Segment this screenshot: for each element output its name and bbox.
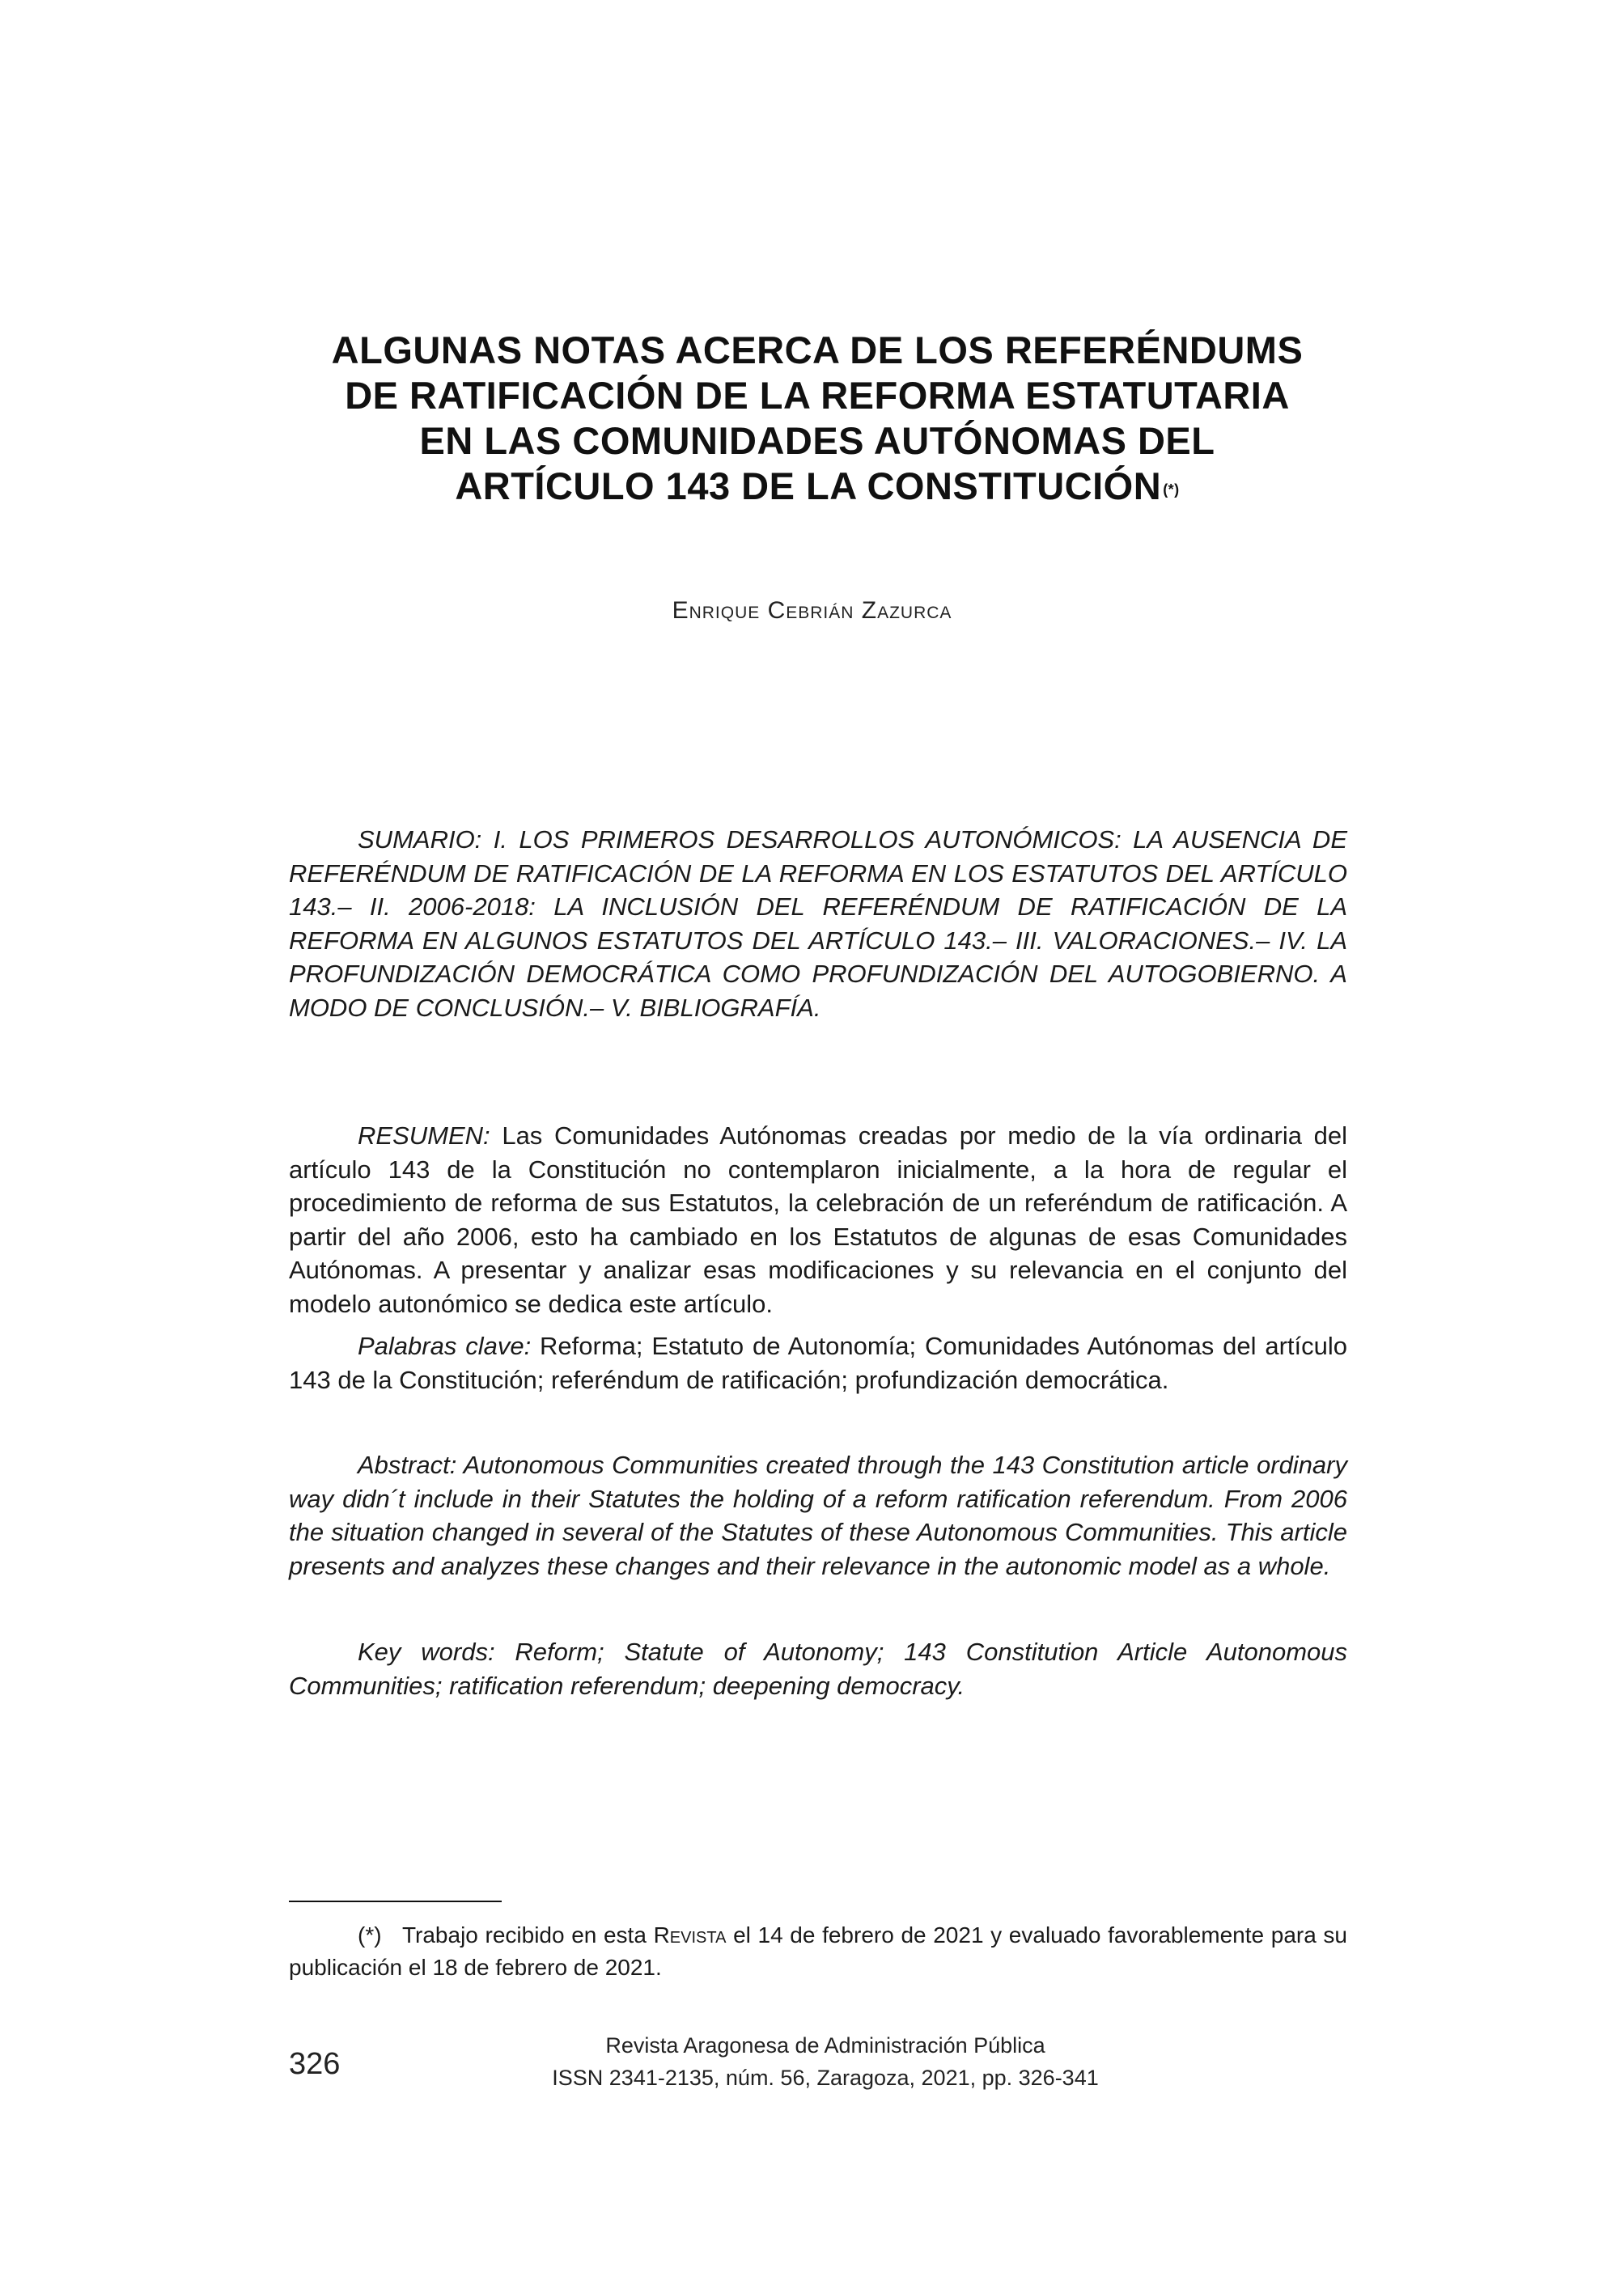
footnote-text-before: Trabajo recibido en esta (381, 1922, 654, 1948)
resumen (289, 1119, 1347, 1320)
footnote-divider (289, 1901, 502, 1902)
journal-issue-info: ISSN 2341-2135, núm. 56, Zaragoza, 2021, pp. 326-341 (552, 2066, 1099, 2090)
author-name: Enrique Cebrián Zazurca (672, 597, 952, 624)
footnote (289, 1919, 1347, 1984)
resumen-label: RESUMEN: (358, 1121, 490, 1150)
sumario-text: I. LOS PRIMEROS DESARROLLOS AUTONÓMICOS: LA AUSENCIA DE REFERÉNDUM DE RATIFICACIÓN DE LA REFORMA EN LOS ESTATUTOS DEL ARTÍCULO 143.– II. 2006-2018: LA INCLUSIÓN DEL REFERÉNDUM DE RATIFICACIÓN DE LA REFORMA EN ALGUNOS ESTATUTOS DEL ARTÍCULO 143.– III. VALORACIONES.– IV. LA PROFUNDIZACIÓN DEMOCRÁTICA COMO PROFUNDIZACIÓN DEL AUTOGOBIERNO. A MODO DE CONCLUSIÓN.– V. BIBLIOGRAFÍA. (289, 825, 1347, 1022)
footnote-journal: Revista (653, 1922, 727, 1948)
page-number: 326 (289, 2047, 341, 2081)
palabras-clave-text: Reforma; Estatuto de Autonomía; Comunidades Autónomas del artículo 143 de la Constitución; referéndum de ratificación; profundización democrática. (289, 1332, 1347, 1394)
title-line-4-text: ARTÍCULO 143 DE LA CONSTITUCIÓN (455, 464, 1162, 507)
sumario-label: SUMARIO: (358, 825, 482, 854)
article-title (243, 328, 1392, 509)
journal-name: Revista Aragonesa de Administración Pública (605, 2033, 1045, 2058)
resumen-text: Las Comunidades Autónomas creadas por medio de la vía ordinaria del artículo 143 de la Constitución no contemplaron inicialmente, a la hora de regular el procedimiento de reforma de sus Estatutos, la celebración de un referéndum de ratificación. A partir del año 2006, esto ha cambiado en los Estatutos de algunas de esas Comunidades Autónomas. A presentar y analizar esas modificaciones y su relevancia en el conjunto del modelo autonómico se dedica este artículo. (289, 1121, 1347, 1318)
journal-footer (421, 2029, 1230, 2094)
sumario (289, 823, 1347, 1024)
palabras-clave-label: Palabras clave: (358, 1332, 532, 1360)
title-line-1: ALGUNAS NOTAS ACERCA DE LOS REFERÉNDUMS (331, 328, 1304, 371)
title-line-4 (243, 464, 1392, 509)
footnote-text-after: el 14 de febrero de 2021 y evaluado favorablemente para su publicación el 18 de febrero de 2021. (289, 1922, 1347, 1980)
abstract: Abstract: Autonomous Communities created through the 143 Constitution article ordinary way didn´t include in their Statutes the holding of a reform ratification referendum. From 2006 the situation changed in several of the Statutes of these Autonomous Communities. This article presents and analyzes these changes and their relevance in the autonomic model as a whole. (289, 1451, 1347, 1580)
palabras-clave (289, 1329, 1347, 1397)
title-line-2: DE RATIFICACIÓN DE LA REFORMA ESTATUTARIA (345, 374, 1290, 417)
title-footnote-mark[interactable]: (*) (1163, 481, 1180, 498)
key-words: Key words: Reform; Statute of Autonomy; 143 Constitution Article Autonomous Communities; ratification referendum; deepening democracy. (289, 1638, 1347, 1700)
title-line-3: EN LAS COMUNIDADES AUTÓNOMAS DEL (419, 419, 1215, 462)
footnote-mark: (*) (358, 1922, 382, 1948)
